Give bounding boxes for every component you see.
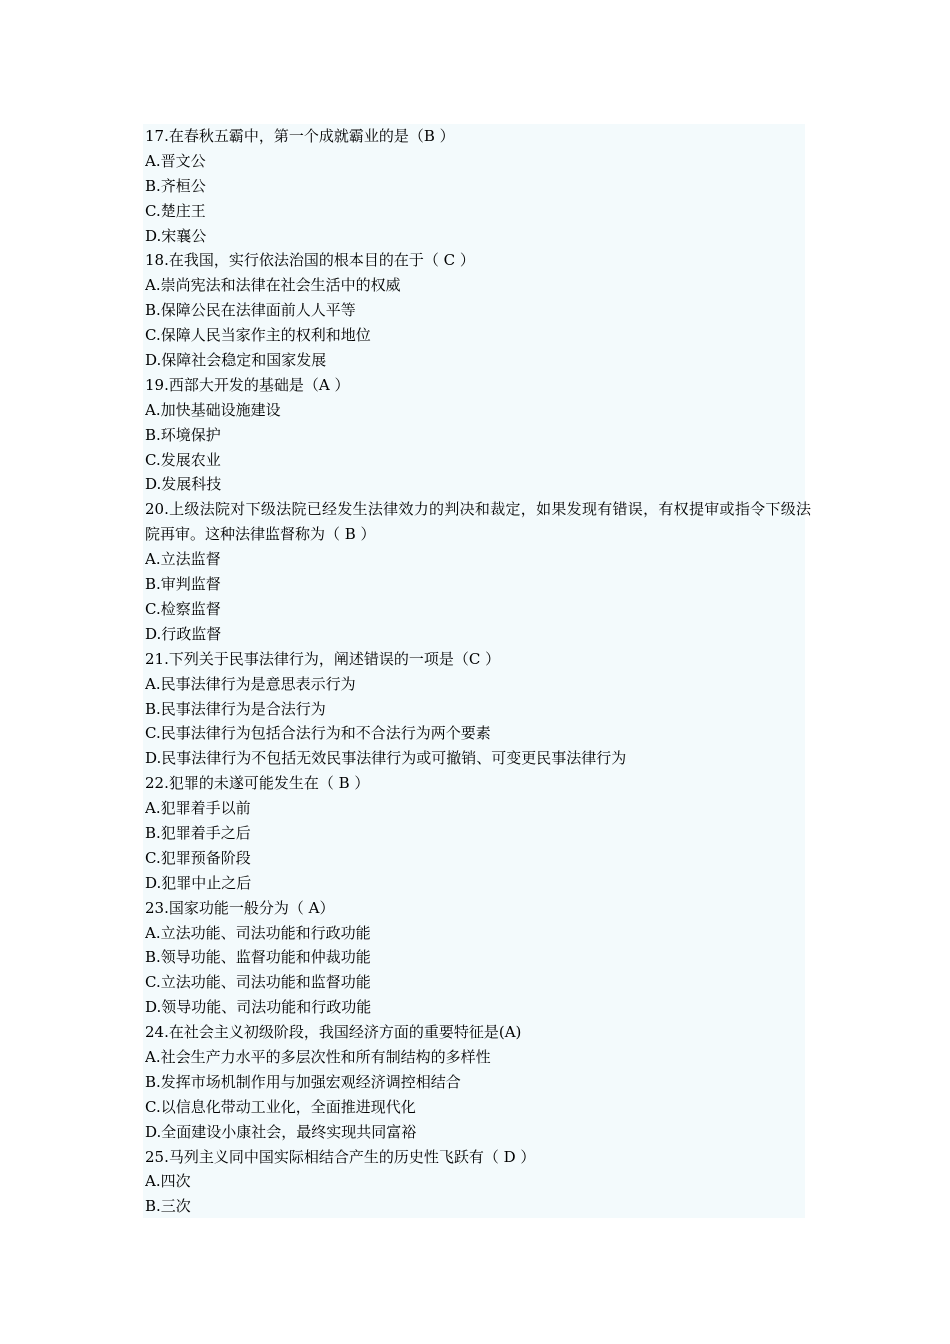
option-a: A.犯罪着手以前 [145, 799, 251, 818]
option-b: B.保障公民在法律面前人人平等 [145, 301, 356, 320]
document-body [143, 124, 811, 1218]
question-text: 24.在社会主义初级阶段，我国经济方面的重要特征是(A) [145, 1023, 522, 1042]
option-a: A.立法监督 [145, 550, 221, 569]
question-text: 20.上级法院对下级法院已经发生法律效力的判决和裁定，如果发现有错误，有权提审或指令下级法院再审。这种法律监督称为（ B ） [145, 500, 811, 544]
option-a: A.加快基础设施建设 [145, 400, 281, 419]
option-d: D.领导功能、司法功能和行政功能 [145, 998, 372, 1017]
question-20 [145, 497, 811, 646]
option-c: C.立法功能、司法功能和监督功能 [145, 973, 371, 992]
option-c: C.犯罪预备阶段 [145, 848, 251, 867]
option-c: C.检察监督 [145, 599, 221, 618]
option-b: B.领导功能、监督功能和仲裁功能 [145, 948, 371, 967]
question-17 [145, 124, 805, 248]
option-d: D.犯罪中止之后 [145, 873, 252, 892]
question-text: 23.国家功能一般分为（ A） [145, 898, 335, 917]
option-d: D.民事法律行为不包括无效民事法律行为或可撤销、可变更民事法律行为 [145, 749, 627, 768]
option-c: C.楚庄王 [145, 201, 206, 220]
option-d: D.保障社会稳定和国家发展 [145, 351, 327, 370]
option-b: B.环境保护 [145, 425, 221, 444]
option-a: A.崇尚宪法和法律在社会生活中的权威 [145, 276, 401, 295]
option-b: B.发挥市场机制作用与加强宏观经济调控相结合 [145, 1072, 461, 1091]
question-text: 25.马列主义同中国实际相结合产生的历史性飞跃有（ D ） [145, 1147, 536, 1166]
option-d: D.全面建设小康社会，最终实现共同富裕 [145, 1122, 417, 1141]
option-a: A.民事法律行为是意思表示行为 [145, 674, 356, 693]
option-c: C.发展农业 [145, 450, 221, 469]
question-24 [145, 1020, 805, 1144]
option-c: C.民事法律行为包括合法行为和不合法行为两个要素 [145, 724, 491, 743]
option-b: B.齐桓公 [145, 176, 206, 195]
option-d: D.发展科技 [145, 475, 222, 494]
question-text: 21.下列关于民事法律行为，阐述错误的一项是（C ） [145, 649, 501, 668]
question-text: 18.在我国，实行依法治国的根本目的在于（ C ） [145, 251, 475, 270]
option-b: B.三次 [145, 1197, 191, 1216]
option-d: D.行政监督 [145, 624, 222, 643]
option-a: A.社会生产力水平的多层次性和所有制结构的多样性 [145, 1047, 491, 1066]
question-text: 22.犯罪的未遂可能发生在（ B ） [145, 774, 370, 793]
question-18 [145, 248, 805, 372]
option-c: C.以信息化带动工业化，全面推进现代化 [145, 1097, 416, 1116]
option-b: B.民事法律行为是合法行为 [145, 699, 326, 718]
question-21 [145, 647, 805, 771]
option-a: A.晋文公 [145, 151, 206, 170]
option-b: B.犯罪着手之后 [145, 823, 251, 842]
option-c: C.保障人民当家作主的权利和地位 [145, 326, 371, 345]
question-19 [145, 373, 805, 497]
option-a: A.四次 [145, 1172, 191, 1191]
question-text: 17.在春秋五霸中，第一个成就霸业的是（B ） [145, 127, 455, 145]
option-b: B.审判监督 [145, 575, 221, 594]
option-d: D.宋襄公 [145, 226, 207, 245]
option-a: A.立法功能、司法功能和行政功能 [145, 923, 371, 942]
question-23 [145, 896, 805, 1020]
question-text: 19.西部大开发的基础是（A ） [145, 375, 350, 394]
question-22 [145, 771, 805, 895]
question-25 [145, 1145, 805, 1220]
